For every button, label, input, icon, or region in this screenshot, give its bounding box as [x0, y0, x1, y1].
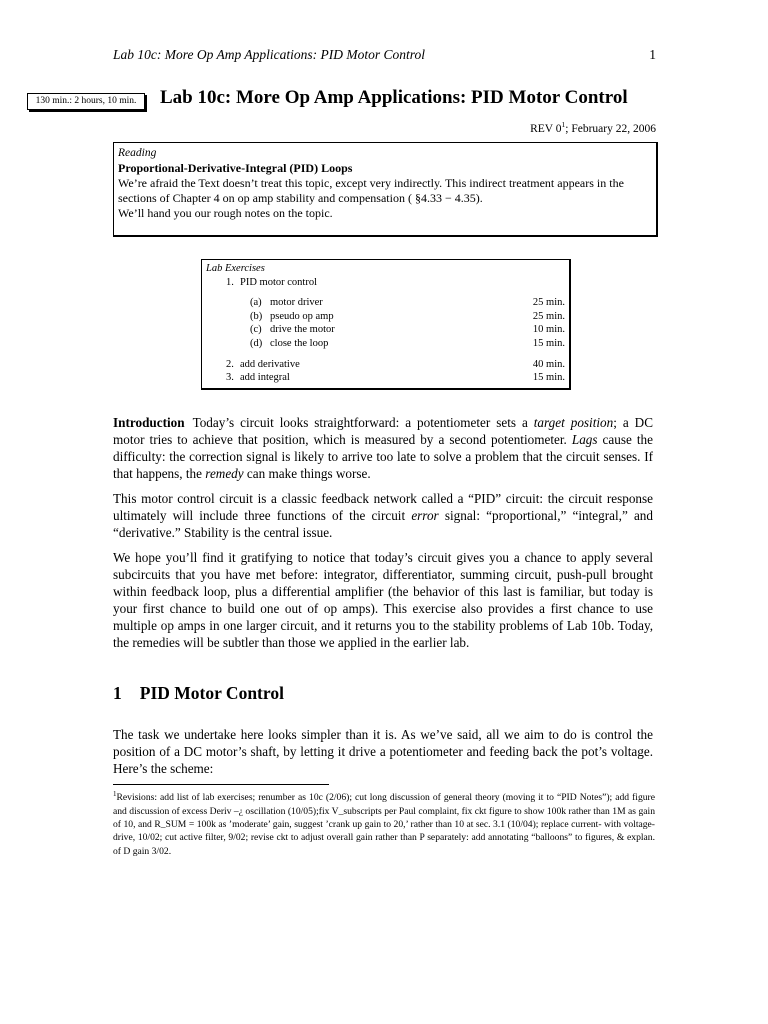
section-title: PID Motor Control [139, 683, 284, 703]
document-title: Lab 10c: More Op Amp Applications: PID Motor Control [160, 87, 628, 108]
footnote-ref[interactable]: 1 [561, 120, 566, 129]
item-time: 10 min. [532, 324, 565, 336]
reading-text-2: We’ll hand you our rough notes on the topic. [118, 206, 333, 220]
footnote-text: Revisions: add list of lab exercises; renumber as 10c (2/06); cut long discussion of general theory (moving it to “PID Notes”); add figure and discussion of excess Deriv –¿ oscillation (10/05);fix V_subscripts per Paul complaint, fix ckt figure to show 100k rather than 1M as gain of 10, and R_SUM = 100k as ’moderate’ gain, suggest ’crank up gain to 20,’ rather than 10 at sec. 3.1 (10/04); replace current- with voltage-drive, 10/02; cut active filter, 9/02; revise ckt to adjust overall gain rather than P separately: add annotating “balloons” to figures, & explan. of D gain 3/02. [113, 792, 655, 857]
item-number: 1. [226, 276, 234, 288]
footnote [113, 788, 655, 858]
item-time: 15 min. [532, 337, 565, 349]
item-time: 25 min. [532, 297, 565, 309]
list-item [206, 296, 565, 310]
item-text: pseudo op amp [270, 310, 334, 322]
body-paragraph: The task we undertake here looks simpler than it is. As we’ve said, all we aim to do is control the position of a DC motor’s shaft, by letting it drive a potentiometer and feeding back the pot’s voltage. Here’s the scheme: [113, 727, 653, 776]
item-letter: (d) [250, 337, 263, 349]
revision-prefix: REV 0 [530, 122, 562, 135]
footnote-divider [113, 784, 329, 785]
list-item [206, 337, 565, 351]
lab-exercises-box [201, 259, 571, 390]
item-number: 3. [226, 372, 234, 384]
reading-text: We’re afraid the Text doesn’t treat this topic, except very indirectly. This indirect treatment appears in the sections of Chapter 4 on op amp stability and compensation ( §4.33 − 4.35). [118, 176, 624, 205]
intro-paragraph: Introduction Today’s circuit looks straightforward: a potentiometer sets a target position; a DC motor tries to achieve that position, which is measured by a second potentiometer. Lags cause the difficulty: the correction signal is likely to arrive too late to solve a problem that the circuit senses. If that happens, the remedy can make things worse. [113, 415, 653, 481]
item-text: close the loop [270, 337, 329, 349]
item-time: 40 min. [532, 358, 565, 370]
list-item [206, 358, 565, 372]
item-time: 25 min. [532, 310, 565, 322]
section-heading [113, 683, 284, 704]
list-item [206, 371, 565, 385]
running-header: Lab 10c: More Op Amp Applications: PID Motor Control [113, 47, 425, 62]
item-text: add integral [240, 372, 290, 384]
item-text: PID motor control [240, 276, 317, 288]
item-text: add derivative [240, 358, 300, 370]
exercises-label: Lab Exercises [206, 263, 265, 274]
item-letter: (a) [250, 297, 262, 309]
reading-label: Reading [118, 147, 157, 159]
item-text: motor driver [270, 297, 323, 309]
page-number: 1 [649, 47, 656, 62]
item-time: 15 min. [532, 372, 565, 384]
revision-line [530, 120, 656, 135]
item-text: drive the motor [270, 324, 335, 336]
list-item [206, 323, 565, 337]
body-paragraph: This motor control circuit is a classic feedback network called a “PID” circuit: the circuit response ultimately will include three functions of the circuit error signal: “proportional,” “integral,” and “derivative.” Stability is the central issue. [113, 491, 653, 540]
body-paragraph: We hope you’ll find it gratifying to notice that today’s circuit gives you a chance to apply several subcircuits that you have met before: integrator, differentiator, summing circuit, push-pull brought within feedback loop, plus a differential amplifier (the behavior of this last is familiar, but today is your first chance to build one out of op amps). This exercise also provides a first chance to use multiple op amps in one larger circuit, and it returns you to the stability problems of Lab 10b. Today, the remedies will be subtler than those we applied in the earlier lab. [113, 550, 653, 650]
reading-heading: Proportional-Derivative-Integral (PID) Loops [118, 161, 353, 175]
item-letter: (c) [250, 324, 262, 336]
footnote-mark: 1 [113, 790, 117, 798]
list-item [206, 276, 565, 290]
revision-date: ; February 22, 2006 [565, 122, 656, 135]
intro-label: Introduction [113, 415, 185, 430]
list-item [206, 310, 565, 324]
time-estimate-box: 130 min.: 2 hours, 10 min. [27, 93, 145, 110]
item-letter: (b) [250, 310, 263, 322]
section-number: 1 [113, 683, 122, 703]
item-number: 2. [226, 358, 234, 370]
reading-box [113, 142, 658, 237]
